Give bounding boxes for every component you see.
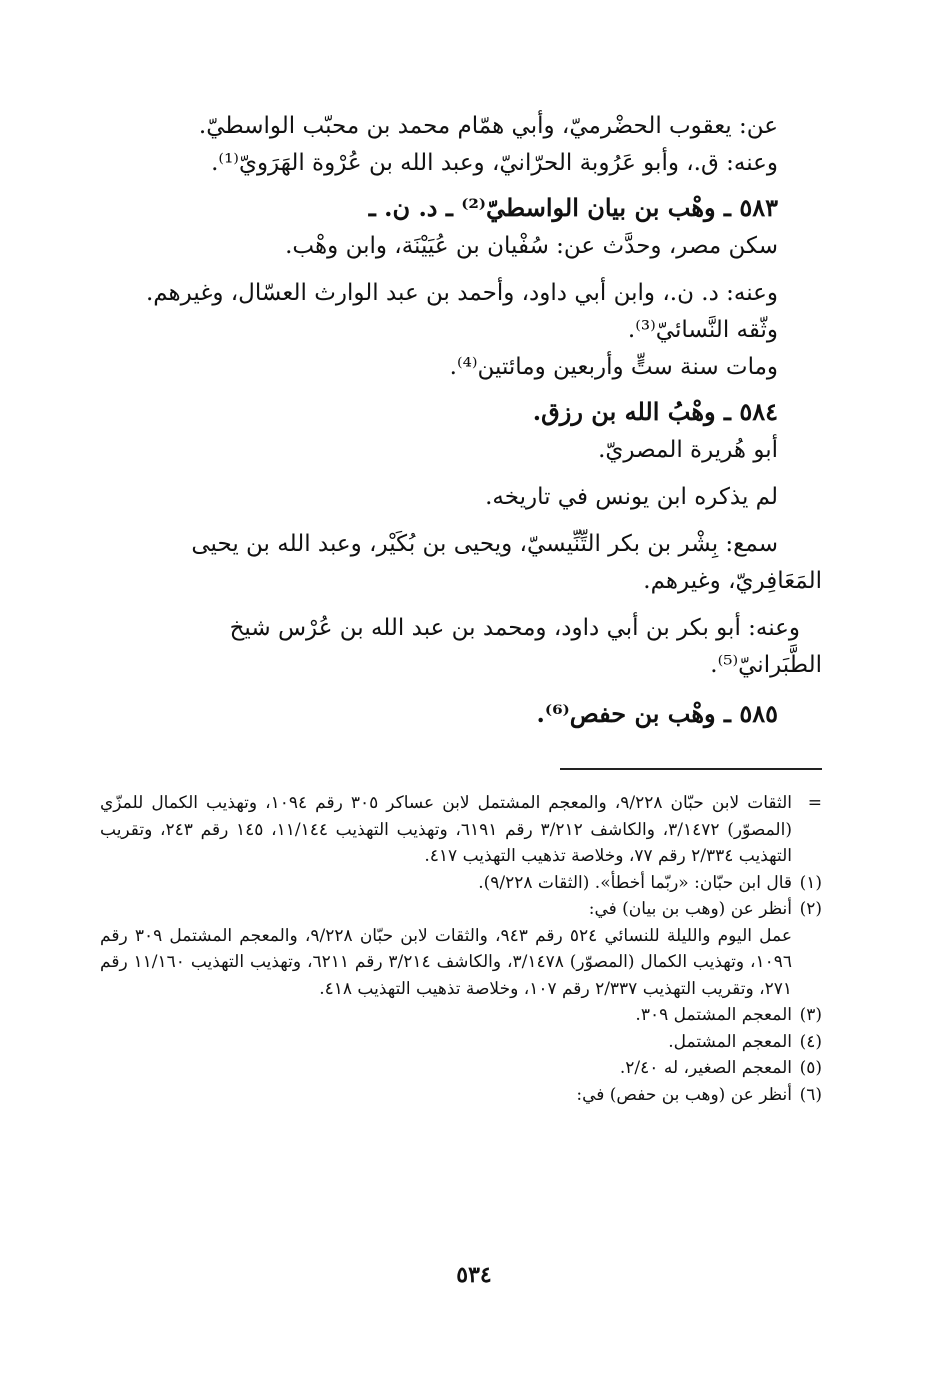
footnote-3 — [100, 1002, 822, 1029]
footnote-continued-text: الثقات لابن حبّان ٩/٢٢٨، والمعجم المشتمل لابن عساكر ٣٠٥ رقم ١٠٩٤، وتهذيب الكمال للمزّي (المصوّر) ٣/١٤٧٢، والكاشف ٣/٢١٢ رقم ٦١٩١، وتهذيب التهذيب ١١/١٤٤، ١٤٥ رقم ٢٤٣، وتقريب التهذيب ٢/٣٣٤ رقم ٧٧، وخلاصة تذهيب التهذيب ٤١٧. — [100, 793, 793, 866]
entry-582-students: وعنه: ق.، وأبو عَرُوبة الحرّانيّ، وعبد الله بن عُرْوة الهَرَويّ⁽¹⁾. — [211, 150, 778, 176]
footnote-4-marker: (٤) — [799, 1031, 822, 1052]
entry-583-reliability: وثّقه النَّسائيّ⁽³⁾. — [627, 317, 778, 343]
entry-582-teachers: عن: يعقوب الحضْرميّ، وأبي همّام محمد بن محبّب الواسطيّ. — [198, 113, 778, 139]
footnote-4 — [100, 1029, 822, 1056]
footnote-1-marker: (١) — [799, 872, 822, 893]
footnote-divider — [560, 768, 822, 770]
footnote-4-text: المعجم المشتمل. — [668, 1031, 792, 1052]
footnotes — [100, 790, 822, 1108]
entry-584-heard-from-cont: المَعَافِريّ، وغيرهم. — [643, 568, 822, 594]
entry-583-residence: سكن مصر، وحدَّث عن: سُفْيان بن عُيَيْنَة، وابن وهْب. — [285, 233, 778, 259]
footnote-2-sources: عمل اليوم والليلة للنسائي ٥٢٤ رقم ٩٤٣، والثقات لابن حبّان ٩/٢٢٨، والمعجم المشتمل ٣٠٩ رقم ١٠٩٦، وتهذيب الكمال (المصوّر) ٣/١٤٧٨، والكاشف ٣/٢١٤ رقم ٦٢١١، وتهذيب التهذيب ١١/١٦٠ رقم ٢٧١، وتقريب التهذيب ٢/٣٣٧ رقم ١٠٧، وخلاصة تذهيب التهذيب ٤١٨. — [100, 925, 792, 999]
footnote-3-text: المعجم المشتمل ٣٠٩. — [635, 1005, 792, 1025]
footnote-6 — [100, 1082, 822, 1109]
footnote-5-marker: (٥) — [799, 1058, 822, 1078]
entry-584-note: لم يذكره ابن يونس في تاريخه. — [485, 484, 778, 510]
heading-entry-584: ٥٨٤ ـ وهْبُ الله بن رزق. — [532, 397, 778, 426]
footnote-5 — [100, 1055, 822, 1082]
entry-584-kunya: أبو هُريرة المصريّ. — [598, 437, 778, 463]
footnote-continued — [100, 790, 822, 870]
footnote-6-text: أنظر عن (وهب بن حفص) في: — [576, 1084, 792, 1105]
footnote-2 — [100, 896, 822, 923]
entry-584-students-cont: الطَّبَرانيّ⁽⁵⁾. — [710, 652, 822, 678]
footnote-1 — [100, 870, 822, 897]
footnote-3-marker: (٣) — [799, 1005, 822, 1025]
footnote-5-text: المعجم الصغير، له ٢/٤٠. — [619, 1058, 792, 1078]
page-body — [100, 108, 822, 1108]
footnote-6-marker: (٦) — [799, 1084, 822, 1105]
entry-584-heard-from: سمع: بِشْر بن بكر التِّنِّيسيّ، ويحيى بن بُكَيْر، وعبد الله بن يحيى — [191, 531, 778, 557]
page-number: ٥٣٤ — [456, 1262, 492, 1288]
heading-entry-585: ٥٨٥ ـ وهْب بن حفص⁽⁶⁾. — [536, 699, 778, 728]
footnote-1-text: قال ابن حبّان: «ربّما أخطأ». (الثقات ٩/٢٢٨). — [478, 872, 792, 893]
footnote-2-marker: (٢) — [799, 899, 822, 919]
footnote-2-text: أنظر عن (وهب بن بيان) في: — [588, 899, 792, 919]
footnote-continuation-marker: = — [807, 793, 822, 813]
heading-entry-583: ٥٨٣ ـ وهْب بن بيان الواسطيّ⁽²⁾ ـ د. ن. ـ — [368, 193, 778, 222]
entry-583-death: ومات سنة ستٍّ وأربعين ومائتين⁽⁴⁾. — [449, 354, 778, 380]
entry-583-students: وعنه: د. ن.، وابن أبي داود، وأحمد بن عبد الوارث العسّال، وغيرهم. — [145, 280, 778, 306]
entry-584-students: وعنه: أبو بكر بن أبي داود، ومحمد بن عبد الله بن عُرْس شيخ — [229, 615, 800, 641]
